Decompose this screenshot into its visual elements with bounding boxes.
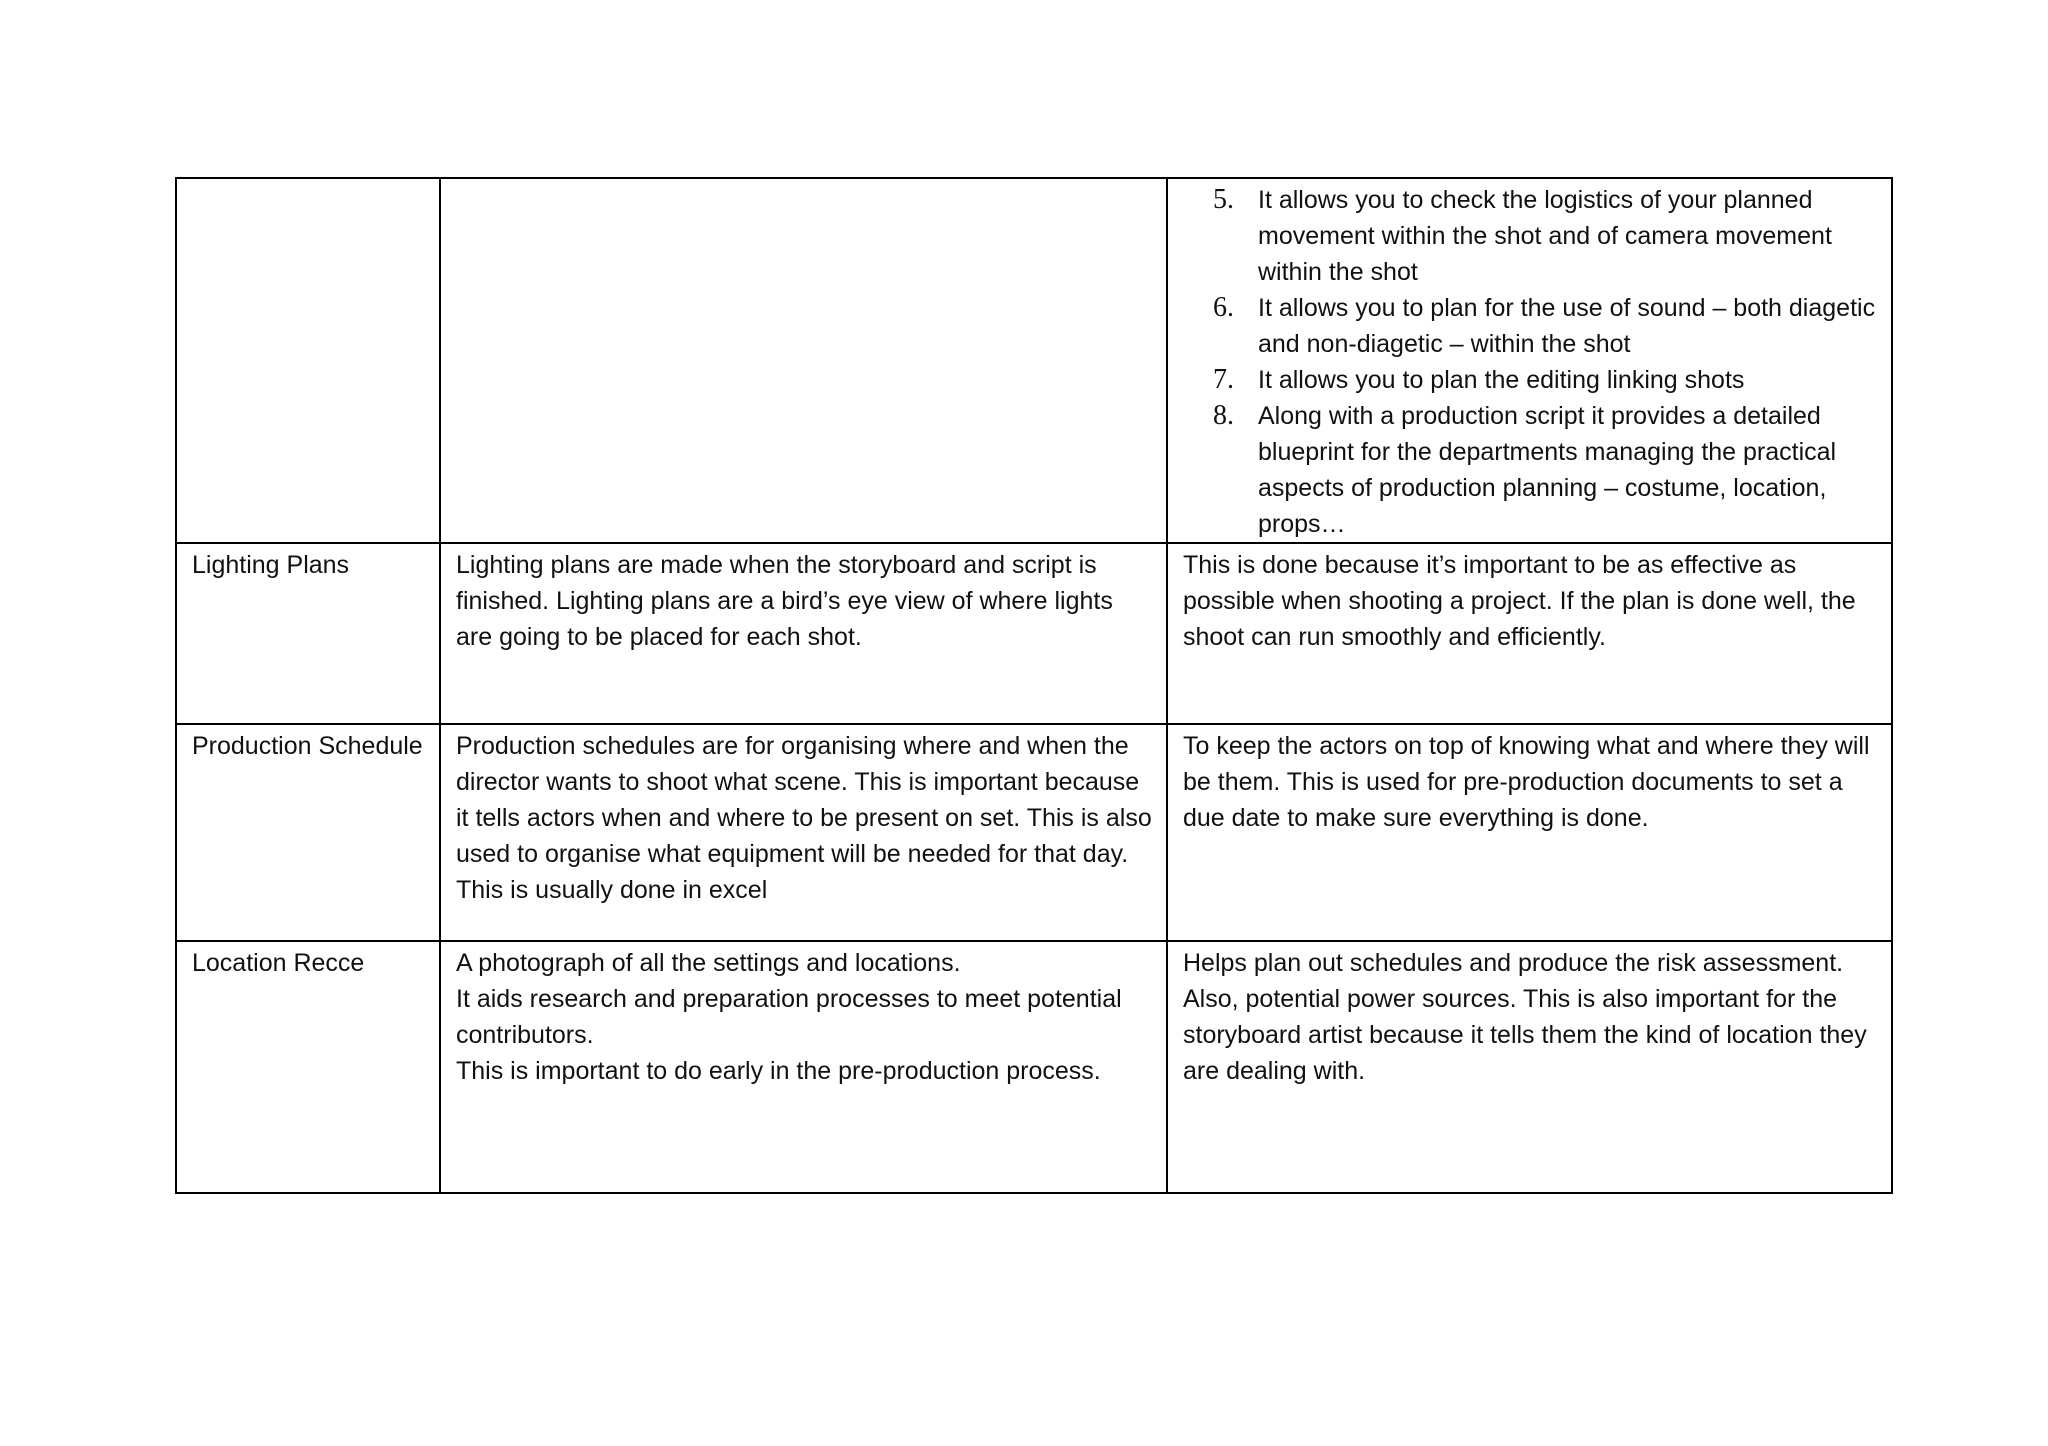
list-item-number: 5.: [1213, 184, 1234, 215]
list-item-number: 7.: [1213, 364, 1234, 395]
description-line: A photograph of all the settings and locations.: [456, 949, 961, 977]
pre-production-table: [175, 177, 1893, 1194]
list-item-number: 8.: [1213, 400, 1234, 431]
row-purpose-cell: This is done because it’s important to be as effective as possible when shooting a project. If the plan is done well, the shoot can run smoothly and efficiently.: [1167, 543, 1892, 724]
row-purpose-cell: [1167, 178, 1892, 543]
row-label-cell: Lighting Plans: [176, 543, 440, 724]
table-row: [176, 724, 1892, 941]
list-item-number: 6.: [1213, 292, 1234, 323]
row-label-cell: Location Recce: [176, 941, 440, 1193]
table-row: [176, 941, 1892, 1193]
table-row: [176, 178, 1892, 543]
description-line: This is important to do early in the pre-production process.: [456, 1057, 1101, 1085]
list-item-text: It allows you to plan the editing linking shots: [1258, 366, 1745, 394]
description-line: It aids research and preparation processes to meet potential contributors.: [456, 985, 1122, 1049]
list-item-text: It allows you to check the logistics of your planned movement within the shot and of camera movement within the shot: [1258, 186, 1832, 286]
list-item: [1213, 362, 1879, 398]
list-item: [1213, 182, 1879, 290]
storyboard-benefits-list: [1183, 182, 1879, 542]
row-purpose-cell: To keep the actors on top of knowing what and where they will be them. This is used for pre-production documents to set a due date to make sure everything is done.: [1167, 724, 1892, 941]
list-item: [1213, 290, 1879, 362]
list-item: [1213, 398, 1879, 542]
row-description-cell: [440, 941, 1167, 1193]
row-description-cell: [440, 178, 1167, 543]
row-description-cell: Production schedules are for organising where and when the director wants to shoot what scene. This is important because it tells actors when and where to be present on set. This is also used to organise what equipment will be needed for that day. This is usually done in excel: [440, 724, 1167, 941]
list-item-text: It allows you to plan for the use of sound – both diagetic and non-diagetic – within the shot: [1258, 294, 1876, 358]
list-item-text: Along with a production script it provides a detailed blueprint for the departments managing the practical aspects of production planning – costume, location, props…: [1258, 402, 1837, 538]
row-label-cell: Production Schedule: [176, 724, 440, 941]
table-row: [176, 543, 1892, 724]
row-description-cell: Lighting plans are made when the storyboard and script is finished. Lighting plans are a bird’s eye view of where lights are going to be placed for each shot.: [440, 543, 1167, 724]
row-purpose-cell: Helps plan out schedules and produce the risk assessment. Also, potential power sources. This is also important for the storyboard artist because it tells them the kind of location they are dealing with.: [1167, 941, 1892, 1193]
row-label-cell: [176, 178, 440, 543]
